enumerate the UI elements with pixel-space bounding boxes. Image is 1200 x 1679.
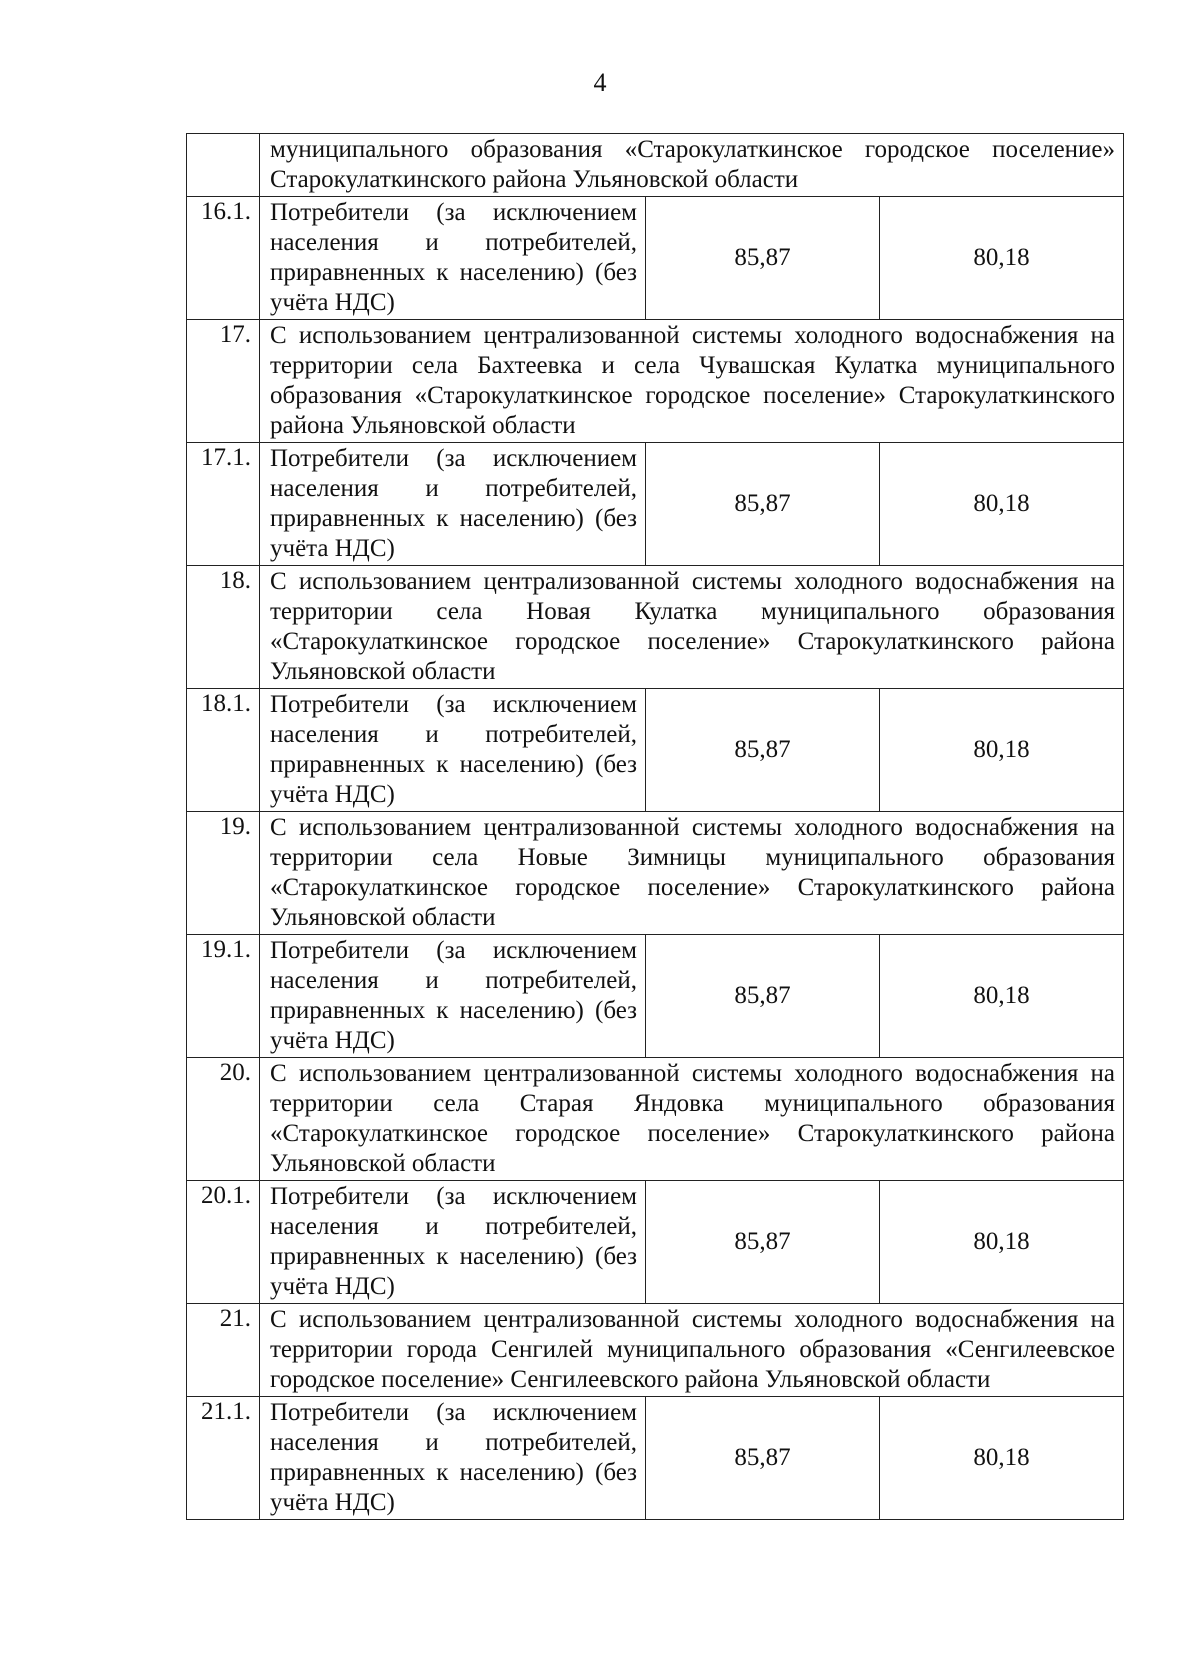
row-number: [187, 134, 260, 197]
tariff-value-2: 80,18: [880, 443, 1124, 566]
consumer-description: Потребители (за исключением населения и потребителей, приравненных к населению) (без учёта НДС): [260, 1181, 646, 1304]
table-row: [187, 1304, 1124, 1397]
row-number: 19.: [187, 812, 260, 935]
row-number: 19.1.: [187, 935, 260, 1058]
table-row: [187, 1181, 1124, 1304]
table-row: [187, 320, 1124, 443]
section-description: С использованием централизованной системы холодного водоснабжения на территории села Новая Кулатка муниципального образования «Старокулаткинское городское поселение» Старокулаткинского района Ульяновской области: [260, 566, 1124, 689]
section-description: С использованием централизованной системы холодного водоснабжения на территории села Бахтеевка и села Чувашская Кулатка муниципального образования «Старокулаткинское городское поселение» Старокулаткинского района Ульяновской области: [260, 320, 1124, 443]
row-number: 20.1.: [187, 1181, 260, 1304]
row-number: 16.1.: [187, 197, 260, 320]
table-row: [187, 1397, 1124, 1520]
consumer-description: Потребители (за исключением населения и потребителей, приравненных к населению) (без учёта НДС): [260, 443, 646, 566]
consumer-description: Потребители (за исключением населения и потребителей, приравненных к населению) (без учёта НДС): [260, 1397, 646, 1520]
tariff-value-1: 85,87: [646, 935, 880, 1058]
tariff-value-2: 80,18: [880, 1181, 1124, 1304]
tariff-value-2: 80,18: [880, 935, 1124, 1058]
consumer-description: Потребители (за исключением населения и потребителей, приравненных к населению) (без учёта НДС): [260, 689, 646, 812]
tariff-value-2: 80,18: [880, 689, 1124, 812]
table-row: [187, 197, 1124, 320]
row-number: 18.1.: [187, 689, 260, 812]
section-description: С использованием централизованной системы холодного водоснабжения на территории города Сенгилей муниципального образования «Сенгилеевское городское поселение» Сенгилеевского района Ульяновской области: [260, 1304, 1124, 1397]
section-description: С использованием централизованной системы холодного водоснабжения на территории села Старая Яндовка муниципального образования «Старокулаткинское городское поселение» Старокулаткинского района Ульяновской области: [260, 1058, 1124, 1181]
tariff-value-1: 85,87: [646, 1181, 880, 1304]
tariff-value-1: 85,87: [646, 1397, 880, 1520]
row-number: 17.: [187, 320, 260, 443]
tariff-table: [186, 133, 1124, 1520]
tariff-value-1: 85,87: [646, 443, 880, 566]
row-description: муниципального образования «Старокулаткинское городское поселение» Старокулаткинского района Ульяновской области: [260, 134, 1124, 197]
row-number: 21.1.: [187, 1397, 260, 1520]
row-number: 17.1.: [187, 443, 260, 566]
row-number: 18.: [187, 566, 260, 689]
table-row: [187, 566, 1124, 689]
tariff-value-2: 80,18: [880, 1397, 1124, 1520]
consumer-description: Потребители (за исключением населения и потребителей, приравненных к населению) (без учёта НДС): [260, 197, 646, 320]
table-row: [187, 935, 1124, 1058]
tariff-value-2: 80,18: [880, 197, 1124, 320]
table-row: [187, 812, 1124, 935]
consumer-description: Потребители (за исключением населения и потребителей, приравненных к населению) (без учёта НДС): [260, 935, 646, 1058]
row-number: 20.: [187, 1058, 260, 1181]
table-row: [187, 443, 1124, 566]
tariff-value-1: 85,87: [646, 197, 880, 320]
tariff-value-1: 85,87: [646, 689, 880, 812]
table-row: [187, 689, 1124, 812]
table-row-continuation: [187, 134, 1124, 197]
section-description: С использованием централизованной системы холодного водоснабжения на территории села Новые Зимницы муниципального образования «Старокулаткинское городское поселение» Старокулаткинского района Ульяновской области: [260, 812, 1124, 935]
page-number: 4: [593, 68, 607, 97]
row-number: 21.: [187, 1304, 260, 1397]
table-row: [187, 1058, 1124, 1181]
